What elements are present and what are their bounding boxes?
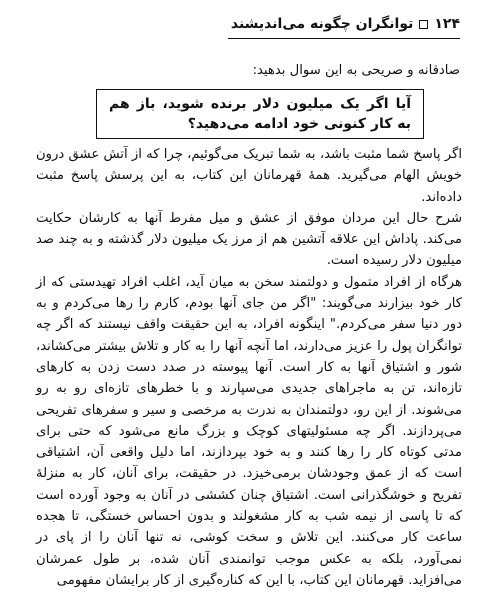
paragraph: اگر پاسخ شما مثبت باشد، به شما تبریک می‌گوئیم، چرا که از آتش عشق درون خویش الهام می‌گیرید. همهٔ قهرمانان این کتاب، به این پرسش پاسخ مثبت داده‌اند. [36,147,462,205]
page-header [228,10,460,39]
paragraph: هرگاه از افراد متمول و دولتمند سخن به میان آید، اغلب افراد تهیدستی که از کار خود بیزارند می‌گویند: "اگر من جای آنها بودم، کارم را رها می‌کردم و به دور دنیا سفر می‌کردم." اینگونه افراد، به این حقیقت واقف نیستند که اگر چه توانگران پول را عزیز می‌دارند، اما آنچه آنها را به کار و تلاش بیشتر می‌کشاند، شور و اشتیاق آنها به کار است. آنها پیوسته در صدد دست زدن به کارهای تازه‌اند، تن به ماجراهای جدیدی می‌سپارند و با خطرهای تازه‌ای رو به رو می‌شوند. از این رو، دولتمندان به ندرت به مرخصی و سیر و سفرهای تفریحی می‌پردازند. اگر چه مسئولیتهای کوچک و بزرگ مانع می‌شود که حتی برای مدتی کوتاه کار را رها کنند و به خود بپردازند، اما دلیل واقعی آن، اشتیاقی است که از عمق وجودشان برمی‌خیزد. در حقیقت، برای آنان، کار به منزلهٔ تفریح و خوشگذرانی است. اشتیاق چنان کششی در آنان به وجود آورده است که تا پاسی از نیمه شب به کار مشغولند و بدون احساس خستگی، تا هجده ساعت کار می‌کنند. این تلاش و سخت کوشی، نه تنها آنان را از پای در نمی‌آورد، بلکه به عکس موجب توانمندی آنان شده، بر طول عمرشان می‌افزاید. قهرمانان این کتاب، با این که کناره‌گیری از کار برایشان مفهومی [36,274,462,588]
paragraph: شرح حال این مردان موفق از عشق و میل مفرط آنها به کارشان حکایت می‌کند. پاداش این علاقه آتشین هم از مرز یک میلیون دلار گذشته و به چند صد میلیون دلار رسیده است. [36,210,462,269]
question-box: آیا اگر یک میلیون دلار برنده شوید، باز هم به کار کنونی خود ادامه می‌دهید؟ [96,89,424,139]
intro-line: صادقانه و صریحی به این سوال بدهید: [252,63,460,78]
body-text [36,144,462,591]
chapter-title: توانگران چگونه می‌اندیشند [230,16,414,32]
page-number: ۱۲۴ [434,16,460,32]
square-bullet-icon [419,20,428,29]
